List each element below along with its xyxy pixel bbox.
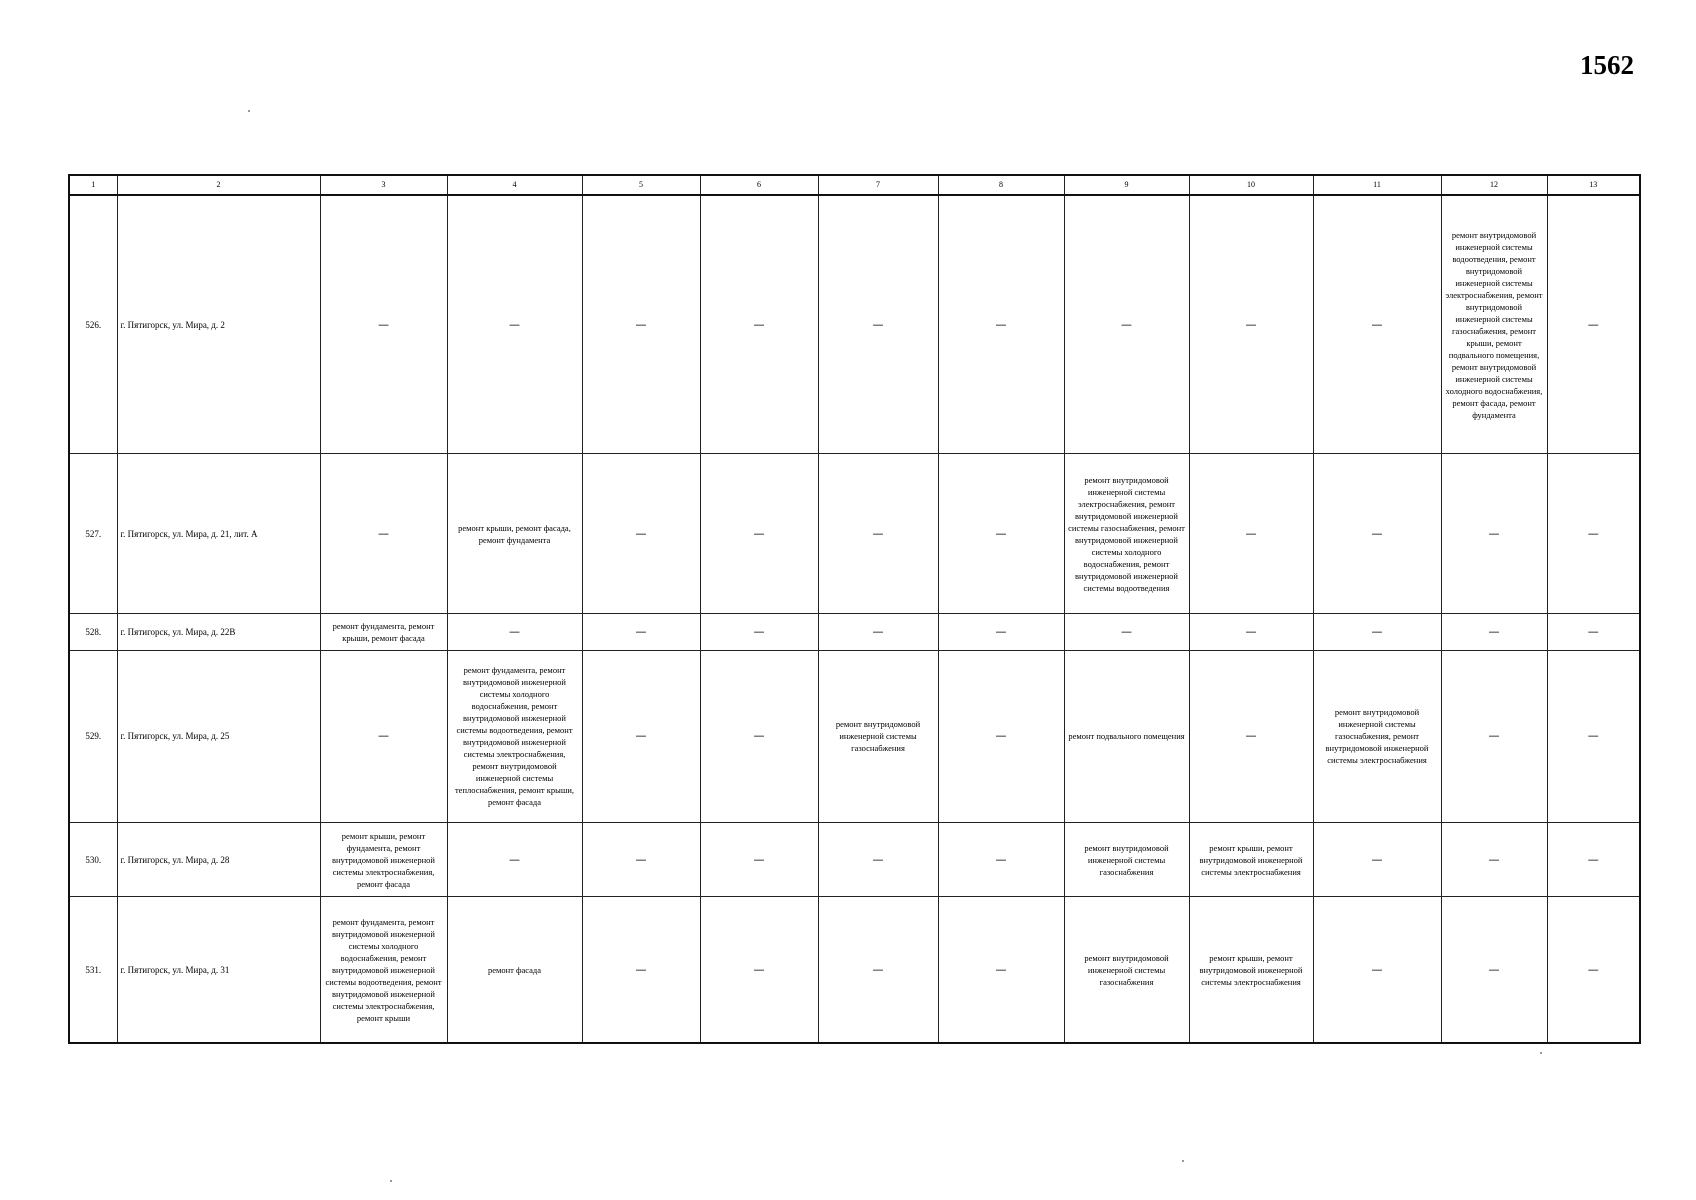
table-row xyxy=(69,650,1640,822)
cell-text: ремонт фундамента, ремонт внутридомовой инженерной системы холодного водоснабжения, ремонт внутридомовой инженерной системы водоотведения, ремонт внутридомовой инженерной системы электроснабжения, ремонт крыши xyxy=(325,916,442,1023)
page-number: 1562 xyxy=(1580,50,1634,80)
address-cell xyxy=(117,195,320,454)
cell-text: — xyxy=(1371,625,1383,639)
cell-text: 531. xyxy=(85,964,102,975)
column-number: 4 xyxy=(447,175,582,195)
empty-dash-cell xyxy=(582,454,700,614)
cell-text: 526. xyxy=(85,319,102,330)
row-number-cell xyxy=(69,650,117,822)
empty-dash-cell xyxy=(700,454,818,614)
cell-text: — xyxy=(1488,962,1500,976)
empty-dash-cell xyxy=(582,195,700,454)
repair-works-cell xyxy=(1313,650,1441,822)
empty-dash-cell xyxy=(1189,650,1313,822)
repair-works-cell xyxy=(447,650,582,822)
empty-dash-cell xyxy=(700,650,818,822)
empty-dash-cell xyxy=(320,454,447,614)
cell-text: — xyxy=(995,962,1007,976)
empty-dash-cell xyxy=(1547,650,1640,822)
cell-text: — xyxy=(378,526,389,540)
cell-text: ремонт фундамента, ремонт крыши, ремонт фасада xyxy=(332,621,435,644)
cell-text: г. Пятигорск, ул. Мира, д. 21, лит. А xyxy=(120,528,258,539)
cell-text: г. Пятигорск, ул. Мира, д. 22В xyxy=(120,627,236,638)
cell-text: — xyxy=(509,625,520,639)
empty-dash-cell xyxy=(1189,614,1313,650)
cell-text: 529. xyxy=(85,731,102,742)
cell-text: — xyxy=(753,729,765,743)
empty-dash-cell xyxy=(1313,822,1441,896)
cell-text: — xyxy=(1587,526,1599,540)
row-number-cell xyxy=(69,822,117,896)
table-row xyxy=(69,454,1640,614)
address-cell xyxy=(117,822,320,896)
cell-text: — xyxy=(753,852,765,866)
cell-text: — xyxy=(995,852,1007,866)
empty-dash-cell xyxy=(1313,454,1441,614)
address-cell xyxy=(117,614,320,650)
cell-text: — xyxy=(1245,625,1257,639)
repair-works-cell xyxy=(447,897,582,1043)
table-row xyxy=(69,614,1640,650)
column-number: 13 xyxy=(1547,175,1640,195)
cell-text: — xyxy=(753,317,765,331)
cell-text: ремонт внутридомовой инженерной системы электроснабжения, ремонт внутридомовой инженерной системы газоснабжения, ремонт внутридомовой инженерной системы холодного водоснабжения, ремонт внутридомовой инженерной системы водоотведения xyxy=(1068,474,1185,593)
cell-text: — xyxy=(995,729,1007,743)
cell-text: — xyxy=(1488,852,1500,866)
cell-text: ремонт внутридомовой инженерной системы газоснабжения, ремонт внутридомовой инженерной системы электроснабжения xyxy=(1325,707,1429,766)
empty-dash-cell xyxy=(938,650,1064,822)
scan-speck xyxy=(248,110,250,112)
cell-text: — xyxy=(635,526,647,540)
cell-text: г. Пятигорск, ул. Мира, д. 31 xyxy=(120,964,230,975)
empty-dash-cell xyxy=(938,614,1064,650)
cell-text: ремонт крыши, ремонт фундамента, ремонт внутридомовой инженерной системы электроснабжения, ремонт фасада xyxy=(332,830,435,889)
empty-dash-cell xyxy=(700,195,818,454)
cell-text: — xyxy=(1245,729,1257,743)
repair-works-cell xyxy=(1064,822,1189,896)
empty-dash-cell xyxy=(1547,897,1640,1043)
cell-text: — xyxy=(1587,729,1599,743)
column-number: 5 xyxy=(582,175,700,195)
empty-dash-cell xyxy=(700,822,818,896)
cell-text: — xyxy=(635,962,647,976)
empty-dash-cell xyxy=(1441,897,1547,1043)
table-row xyxy=(69,822,1640,896)
cell-text: — xyxy=(1371,526,1383,540)
address-cell xyxy=(117,650,320,822)
cell-text: — xyxy=(635,625,647,639)
empty-dash-cell xyxy=(582,614,700,650)
row-number-cell xyxy=(69,897,117,1043)
column-number: 8 xyxy=(938,175,1064,195)
empty-dash-cell xyxy=(320,195,447,454)
repair-works-cell xyxy=(447,454,582,614)
address-cell xyxy=(117,897,320,1043)
cell-text: ремонт крыши, ремонт фасада, ремонт фундамента xyxy=(458,522,571,545)
empty-dash-cell xyxy=(938,454,1064,614)
column-number: 11 xyxy=(1313,175,1441,195)
cell-text: ремонт крыши, ремонт внутридомовой инженерной системы электроснабжения xyxy=(1199,952,1303,987)
empty-dash-cell xyxy=(1547,822,1640,896)
column-number: 3 xyxy=(320,175,447,195)
empty-dash-cell xyxy=(1441,454,1547,614)
column-number-row xyxy=(69,175,1640,195)
scan-speck xyxy=(1182,1160,1184,1162)
empty-dash-cell xyxy=(1441,650,1547,822)
empty-dash-cell xyxy=(1441,822,1547,896)
repair-works-cell xyxy=(1441,195,1547,454)
cell-text: — xyxy=(635,317,647,331)
empty-dash-cell xyxy=(1547,195,1640,454)
empty-dash-cell xyxy=(582,822,700,896)
cell-text: — xyxy=(1587,317,1599,331)
repair-works-cell xyxy=(1189,897,1313,1043)
empty-dash-cell xyxy=(1313,897,1441,1043)
cell-text: — xyxy=(378,729,389,743)
repair-works-cell xyxy=(1064,650,1189,822)
scan-speck xyxy=(390,1180,392,1182)
cell-text: — xyxy=(753,526,765,540)
table-row xyxy=(69,897,1640,1043)
repair-works-cell xyxy=(818,650,938,822)
empty-dash-cell xyxy=(447,195,582,454)
column-number: 7 xyxy=(818,175,938,195)
empty-dash-cell xyxy=(1189,195,1313,454)
cell-text: — xyxy=(1245,317,1257,331)
empty-dash-cell xyxy=(818,614,938,650)
cell-text: — xyxy=(872,317,884,331)
empty-dash-cell xyxy=(447,614,582,650)
cell-text: — xyxy=(995,625,1007,639)
cell-text: ремонт внутридомовой инженерной системы водоотведения, ремонт внутридомовой инженерной системы электроснабжения, ремонт внутридомовой инженерной системы газоснабжения, ремонт крыши, ремонт подвального помещения, ремонт внутридомовой инженерной системы холодного водоснабжения, ремонт фасада, ремонт фундамента xyxy=(1445,229,1543,420)
empty-dash-cell xyxy=(818,897,938,1043)
empty-dash-cell xyxy=(447,822,582,896)
empty-dash-cell xyxy=(1547,614,1640,650)
empty-dash-cell xyxy=(582,897,700,1043)
cell-text: — xyxy=(635,852,647,866)
cell-text: — xyxy=(378,317,389,331)
cell-text: — xyxy=(872,962,884,976)
column-number: 12 xyxy=(1441,175,1547,195)
cell-text: 528. xyxy=(85,627,102,638)
cell-text: — xyxy=(509,852,520,866)
cell-text: — xyxy=(635,729,647,743)
empty-dash-cell xyxy=(700,614,818,650)
row-number-cell xyxy=(69,454,117,614)
cell-text: — xyxy=(1121,317,1132,331)
cell-text: — xyxy=(1488,625,1500,639)
row-number-cell xyxy=(69,195,117,454)
cell-text: г. Пятигорск, ул. Мира, д. 2 xyxy=(120,319,225,330)
cell-text: ремонт крыши, ремонт внутридомовой инженерной системы электроснабжения xyxy=(1199,842,1303,877)
cell-text: ремонт внутридомовой инженерной системы газоснабжения xyxy=(835,719,921,754)
cell-text: — xyxy=(1121,625,1132,639)
empty-dash-cell xyxy=(1547,454,1640,614)
cell-text: 530. xyxy=(85,854,102,865)
empty-dash-cell xyxy=(1441,614,1547,650)
empty-dash-cell xyxy=(700,897,818,1043)
cell-text: — xyxy=(1371,852,1383,866)
empty-dash-cell xyxy=(582,650,700,822)
cell-text: — xyxy=(1488,526,1500,540)
repair-works-cell xyxy=(1064,454,1189,614)
empty-dash-cell xyxy=(320,650,447,822)
empty-dash-cell xyxy=(1313,195,1441,454)
address-cell xyxy=(117,454,320,614)
repair-schedule-table xyxy=(68,174,1641,1044)
empty-dash-cell xyxy=(938,195,1064,454)
empty-dash-cell xyxy=(938,897,1064,1043)
cell-text: ремонт фундамента, ремонт внутридомовой инженерной системы холодного водоснабжения, ремонт внутридомовой инженерной системы водоотведения, ремонт внутридомовой инженерной системы электроснабжения, ремонт внутридомовой инженерной системы теплоснабжения, ремонт крыши, ремонт фасада xyxy=(454,665,575,808)
column-number: 10 xyxy=(1189,175,1313,195)
repair-works-cell xyxy=(320,822,447,896)
cell-text: г. Пятигорск, ул. Мира, д. 28 xyxy=(120,854,230,865)
cell-text: — xyxy=(1371,317,1383,331)
cell-text: — xyxy=(872,852,884,866)
repair-works-cell xyxy=(1189,822,1313,896)
empty-dash-cell xyxy=(1064,614,1189,650)
cell-text: 527. xyxy=(85,528,102,539)
cell-text: ремонт подвального помещения xyxy=(1068,731,1185,742)
table-row xyxy=(69,195,1640,454)
row-number-cell xyxy=(69,614,117,650)
cell-text: — xyxy=(1371,962,1383,976)
cell-text: г. Пятигорск, ул. Мира, д. 25 xyxy=(120,731,230,742)
column-number: 1 xyxy=(69,175,117,195)
cell-text: — xyxy=(1587,625,1599,639)
cell-text: ремонт внутридомовой инженерной системы газоснабжения xyxy=(1084,952,1169,987)
cell-text: — xyxy=(509,317,520,331)
cell-text: — xyxy=(995,526,1007,540)
empty-dash-cell xyxy=(818,195,938,454)
scan-speck xyxy=(1540,1052,1542,1054)
empty-dash-cell xyxy=(1064,195,1189,454)
empty-dash-cell xyxy=(938,822,1064,896)
cell-text: — xyxy=(1245,526,1257,540)
cell-text: — xyxy=(1488,729,1500,743)
empty-dash-cell xyxy=(1189,454,1313,614)
column-number: 2 xyxy=(117,175,320,195)
repair-works-cell xyxy=(320,614,447,650)
cell-text: — xyxy=(1587,852,1599,866)
cell-text: — xyxy=(995,317,1007,331)
cell-text: — xyxy=(1587,962,1599,976)
repair-works-cell xyxy=(1064,897,1189,1043)
repair-works-cell xyxy=(320,897,447,1043)
cell-text: ремонт фасада xyxy=(487,964,542,975)
cell-text: ремонт внутридомовой инженерной системы газоснабжения xyxy=(1084,842,1169,877)
empty-dash-cell xyxy=(818,454,938,614)
column-number: 9 xyxy=(1064,175,1189,195)
cell-text: — xyxy=(753,625,765,639)
column-number: 6 xyxy=(700,175,818,195)
cell-text: — xyxy=(872,625,884,639)
cell-text: — xyxy=(753,962,765,976)
empty-dash-cell xyxy=(818,822,938,896)
empty-dash-cell xyxy=(1313,614,1441,650)
cell-text: — xyxy=(872,526,884,540)
